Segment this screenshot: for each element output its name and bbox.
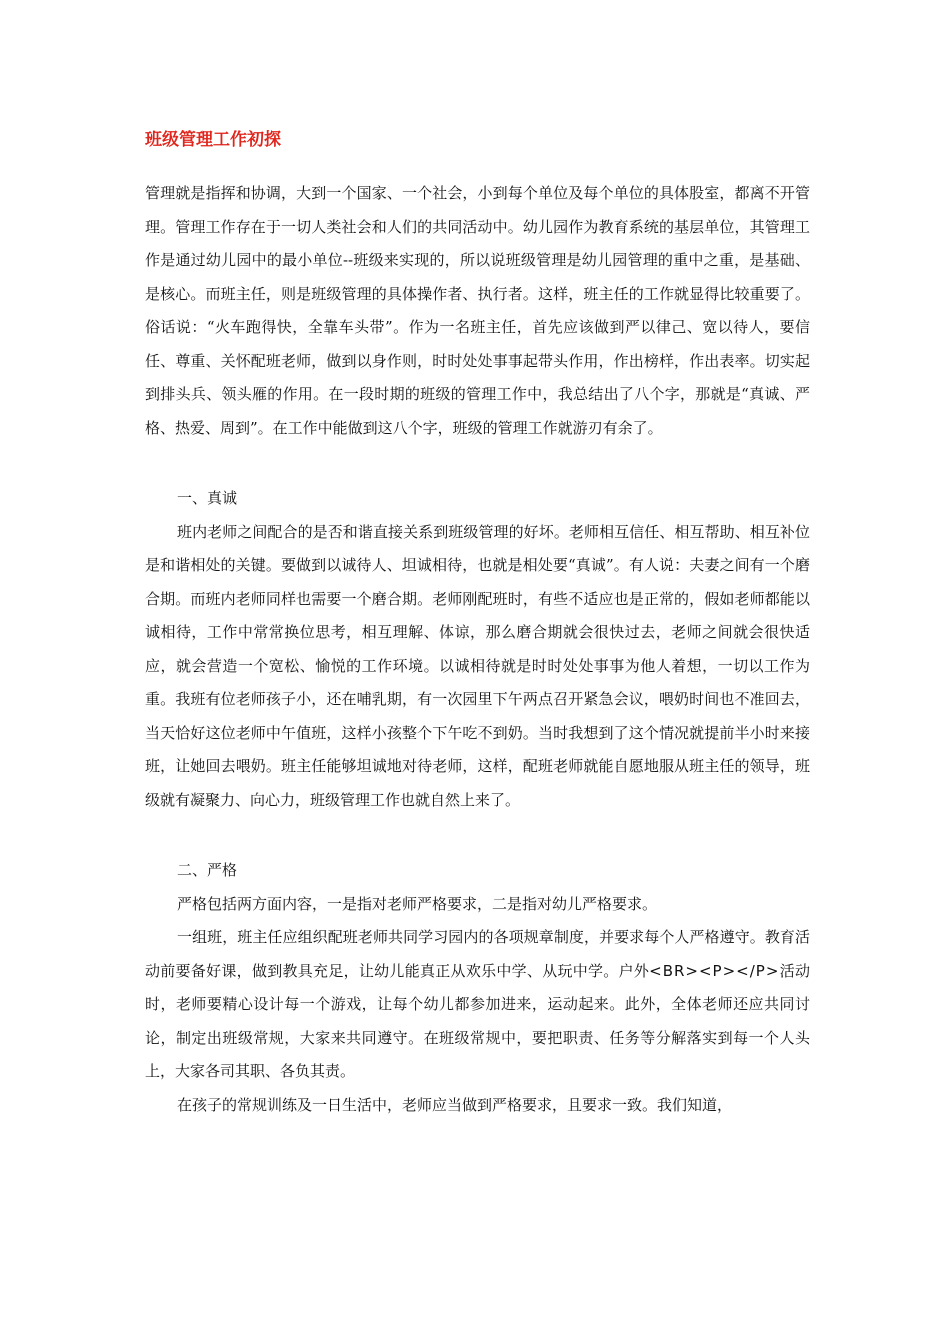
- strictness-paragraph-2: [145, 921, 810, 1089]
- intro-paragraph: 管理就是指挥和协调，大到一个国家、一个社会，小到每个单位及每个单位的具体股室，都离不开管理。管理工作存在于一切人类社会和人们的共同活动中。幼儿园作为教育系统的基层单位，其管理工作是通过幼儿园中的最小单位--班级来实现的，所以说班级管理是幼儿园管理的重中之重，是基础、是核心。而班主任，则是班级管理的具体操作者、执行者。这样，班主任的工作就显得比较重要了。俗话说：“火车跑得快，全靠车头带”。作为一名班主任，首先应该做到严以律己、宽以待人，要信任、尊重、关怀配班老师，做到以身作则，时时处处事事起带头作用，作出榜样，作出表率。切实起到排头兵、领头雁的作用。在一段时期的班级的管理工作中，我总结出了八个字，那就是“真诚、严格、热爱、周到”。在工作中能做到这八个字，班级的管理工作就游刃有余了。: [145, 184, 810, 437]
- document-page: [145, 118, 810, 1122]
- strictness-paragraph-3: 在孩子的常规训练及一日生活中，老师应当做到严格要求，且要求一致。我们知道，: [177, 1095, 733, 1114]
- strictness-paragraph-2-part-a: 一组班，班主任应组织配班老师共同学习园内的各项规章制度，并要求每个人严格遵守。教育活动前要备好课，做到教具充足，让幼儿能真正从欢乐中学、从玩中学。户外: [145, 928, 810, 980]
- document-title: 班级管理工作初探: [145, 130, 281, 150]
- sincerity-paragraph: 班内老师之间配合的是否和谐直接关系到班级管理的好坏。老师相互信任、相互帮助、相互补位是和谐相处的关键。要做到以诚待人、坦诚相待，也就是相处要“真诚”。有人说：夫妻之间有一个磨合期。而班内老师同样也需要一个磨合期。老师刚配班时，有些不适应也是正常的，假如老师都能以诚相待，工作中常常换位思考，相互理解、体谅，那么磨合期就会很快过去，老师之间就会很快适应，就会营造一个宽松、愉悦的工作环境。以诚相待就是时时处处事事为他人着想，一切以工作为重。我班有位老师孩子小，还在哺乳期，有一次园里下午两点召开紧急会议，喂奶时间也不准回去，当天恰好这位老师中午值班，这样小孩整个下午吃不到奶。当时我想到了这个情况就提前半小时来接班，让她回去喂奶。班主任能够坦诚地对待老师，这样，配班老师就能自愿地服从班主任的领导，班级就有凝聚力、向心力，班级管理工作也就自然上来了。: [145, 522, 810, 809]
- section-heading-strictness: 二、严格: [177, 861, 238, 879]
- html-tag-text: <BR><P></P>: [649, 961, 780, 980]
- strictness-paragraph-2-part-b: 活动时，老师要精心设计每一个游戏，让每个幼儿都参加进来，运动起来。此外，全体老师还应共同讨论，制定出班级常规，大家来共同遵守。在班级常规中，要把职责、任务等分解落实到每一个人头上，大家各司其职、各负其责。: [145, 961, 810, 1080]
- strictness-paragraph-1: 严格包括两方面内容，一是指对老师严格要求，二是指对幼儿严格要求。: [177, 894, 658, 913]
- section-heading-sincerity: 一、真诚: [177, 489, 238, 507]
